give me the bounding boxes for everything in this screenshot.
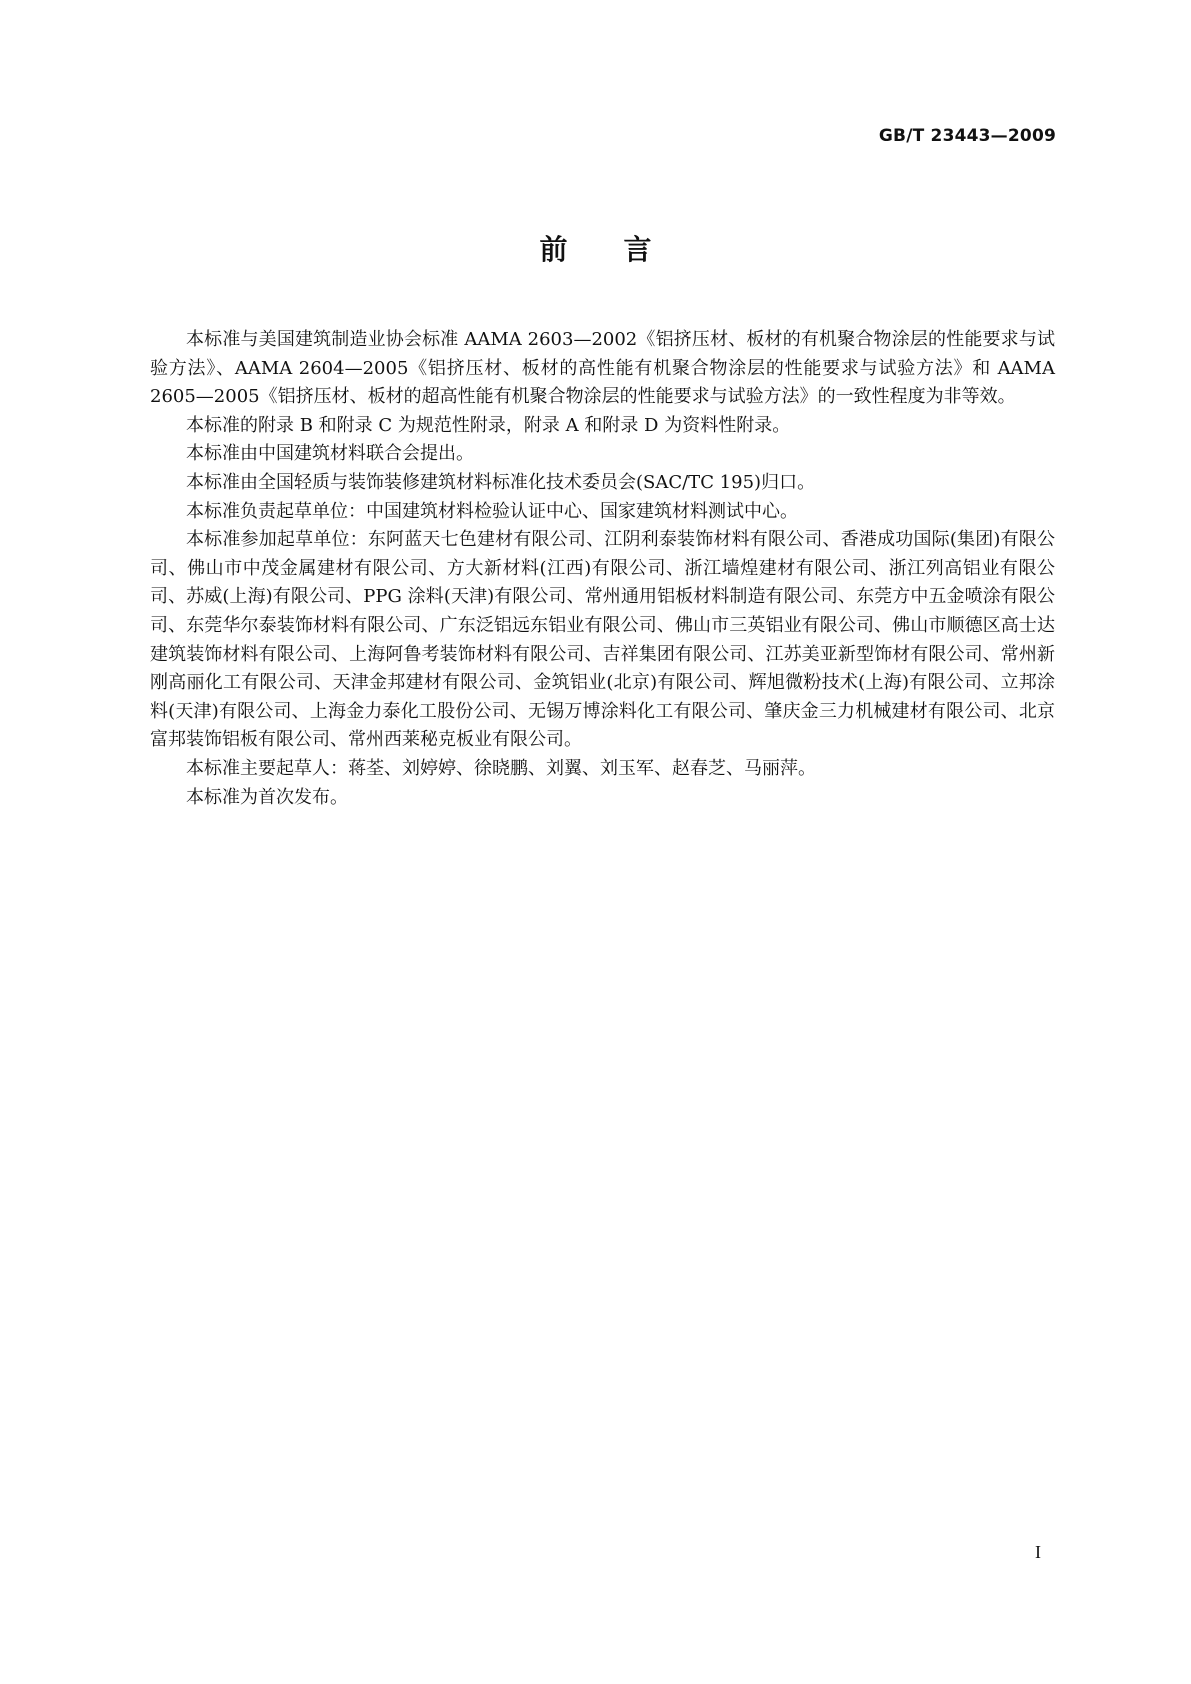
standard-number: GB/T 23443—2009 xyxy=(878,126,1056,146)
foreword-body xyxy=(150,326,1055,812)
page-number: I xyxy=(1035,1542,1041,1562)
paragraph-first-release: 本标准为首次发布。 xyxy=(186,786,348,808)
page-title: 前言 xyxy=(539,233,708,266)
paragraph-proposer: 本标准由中国建筑材料联合会提出。 xyxy=(186,443,474,465)
paragraph-participating-drafters: 本标准参加起草单位：东阿蓝天七色建材有限公司、江阴利泰装饰材料有限公司、香港成功国际(集团)有限公司、佛山市中茂金属建材有限公司、方大新材料(江西)有限公司、浙江墙煌建材有限公司、浙江列高铝业有限公司、苏威(上海)有限公司、PPG 涂料(天津)有限公司、常州通用铝板材料制造有限公司、东莞方中五金喷涂有限公司、东莞华尔泰装饰材料有限公司、广东泛铝远东铝业有限公司、佛山市三英铝业有限公司、佛山市顺德区高士达建筑装饰材料有限公司、上海阿鲁考装饰材料有限公司、吉祥集团有限公司、江苏美亚新型饰材有限公司、常州新刚高丽化工有限公司、天津金邦建材有限公司、金筑铝业(北京)有限公司、辉旭微粉技术(上海)有限公司、立邦涂料(天津)有限公司、上海金力泰化工股份公司、无锡万博涂料化工有限公司、肇庆金三力机械建材有限公司、北京富邦装饰铝板有限公司、常州西莱秘克板业有限公司。 xyxy=(150,529,1055,751)
paragraph-annexes: 本标准的附录 B 和附录 C 为规范性附录，附录 A 和附录 D 为资料性附录。 xyxy=(186,414,791,436)
paragraph-consistency: 本标准与美国建筑制造业协会标准 AAMA 2603—2002《铝挤压材、板材的有机聚合物涂层的性能要求与试验方法》、AAMA 2604—2005《铝挤压材、板材的高性能有机聚合物涂层的性能要求与试验方法》和 AAMA 2605—2005《铝挤压材、板材的超高性能有机聚合物涂层的性能要求与试验方法》的一致性程度为非等效。 xyxy=(150,329,1055,408)
paragraph-lead-drafter: 本标准负责起草单位：中国建筑材料检验认证中心、国家建筑材料测试中心。 xyxy=(186,500,798,522)
paragraph-main-drafters: 本标准主要起草人：蒋荃、刘婷婷、徐晓鹏、刘翼、刘玉军、赵春芝、马丽萍。 xyxy=(186,757,816,779)
paragraph-committee: 本标准由全国轻质与装饰装修建筑材料标准化技术委员会(SAC/TC 195)归口。 xyxy=(186,471,816,493)
